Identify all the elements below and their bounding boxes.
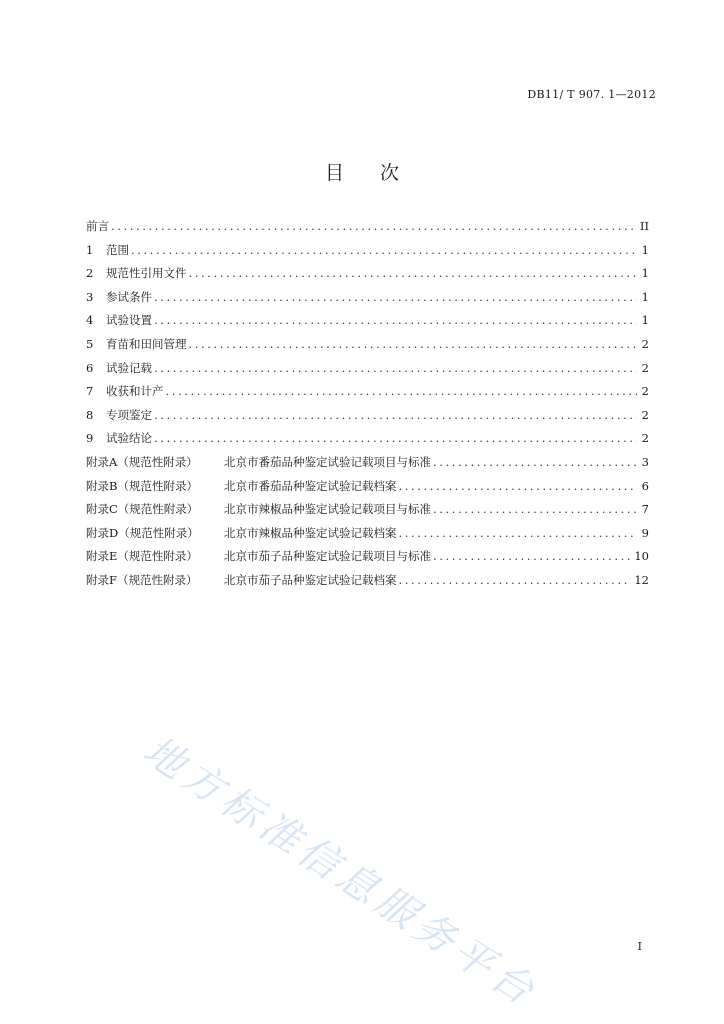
- standard-number: DB11/ T 907. 1—2012: [527, 88, 656, 101]
- toc-entry-number: 8: [86, 407, 94, 422]
- toc-entry[interactable]: [86, 478, 649, 502]
- toc-leader-dots: [399, 526, 638, 540]
- toc-entry[interactable]: [86, 572, 649, 596]
- toc-leader-dots: [154, 431, 637, 445]
- toc-leader-dots: [111, 219, 636, 233]
- toc-entry[interactable]: [86, 548, 649, 572]
- toc-entry-page: II: [639, 219, 649, 233]
- toc-leader-dots: [399, 573, 631, 587]
- toc-entry[interactable]: [86, 501, 649, 525]
- toc-entry[interactable]: [86, 218, 649, 242]
- toc-entry[interactable]: [86, 525, 649, 549]
- toc-entry-label: 北京市辣椒品种鉴定试验记载档案: [224, 525, 397, 540]
- toc-entry[interactable]: [86, 383, 649, 407]
- toc-entry-appendix-prefix: 附录B（规范性附录）: [86, 478, 198, 493]
- toc-entry-label: 北京市茄子品种鉴定试验记载项目与标准: [224, 549, 431, 564]
- toc-entry-page: 2: [641, 360, 649, 375]
- toc-entry-number: 1: [86, 242, 94, 257]
- toc-entry-page: 2: [641, 407, 649, 422]
- toc-entry-label: 试验记载: [106, 360, 152, 375]
- toc-entry-label: 规范性引用文件: [106, 266, 187, 281]
- page-title: [0, 158, 724, 185]
- toc-leader-dots: [154, 313, 637, 327]
- toc-entry-label: 试验设置: [106, 313, 152, 328]
- toc-entry-appendix-prefix: 附录F（规范性附录）: [86, 572, 198, 587]
- toc-entry-number: 4: [86, 313, 94, 328]
- toc-entry-label: 北京市辣椒品种鉴定试验记载项目与标准: [224, 502, 431, 517]
- toc-entry-page: 1: [641, 313, 649, 328]
- toc-entry-page: 10: [634, 549, 649, 564]
- toc-leader-dots: [399, 479, 638, 493]
- toc-entry-page: 12: [634, 572, 649, 587]
- page-title-right: 次: [380, 162, 400, 184]
- toc-entry-number: 9: [86, 431, 94, 446]
- toc-entry-label: 参试条件: [106, 289, 152, 304]
- toc-entry-appendix-prefix: 附录A（规范性附录）: [86, 454, 198, 469]
- watermark: 地方标准信息服务平台: [135, 727, 546, 1017]
- toc-entry-label: 育苗和田间管理: [106, 336, 187, 351]
- toc-leader-dots: [189, 266, 638, 280]
- toc-entry[interactable]: [86, 454, 649, 478]
- toc-leader-dots: [433, 549, 630, 563]
- toc-entry[interactable]: [86, 312, 649, 336]
- toc-leader-dots: [166, 384, 638, 398]
- toc-entry-appendix-prefix: 附录E（规范性附录）: [86, 549, 198, 564]
- toc-entry-number: 3: [86, 289, 94, 304]
- toc-entry-page: 2: [641, 384, 649, 399]
- toc-leader-dots: [433, 455, 637, 469]
- toc-entry-label: 收获和计产: [106, 384, 164, 399]
- toc-entry-label: 北京市番茄品种鉴定试验记载档案: [224, 478, 397, 493]
- toc-entry-appendix-prefix: 附录D（规范性附录）: [86, 525, 199, 540]
- toc-leader-dots: [433, 502, 637, 516]
- toc-entry-number: 6: [86, 360, 94, 375]
- toc-entry-label: 范围: [106, 242, 129, 257]
- toc-entry-number: 7: [86, 384, 94, 399]
- toc-entry-label: 北京市番茄品种鉴定试验记载项目与标准: [224, 454, 431, 469]
- toc-entry-page: 2: [641, 336, 649, 351]
- toc-entry[interactable]: [86, 242, 649, 266]
- toc-leader-dots: [131, 243, 637, 257]
- toc-entry-label: 北京市茄子品种鉴定试验记载档案: [224, 572, 397, 587]
- toc-entry-appendix-prefix: 附录C（规范性附录）: [86, 502, 199, 517]
- page-number: I: [637, 940, 642, 953]
- toc-entry-label: 专项鉴定: [106, 407, 152, 422]
- toc-leader-dots: [154, 408, 637, 422]
- toc-entry-page: 7: [641, 502, 649, 517]
- toc-entry-page: 2: [641, 431, 649, 446]
- page-title-left: 目: [324, 162, 344, 184]
- toc-leader-dots: [189, 337, 638, 351]
- toc-entry[interactable]: [86, 360, 649, 384]
- toc-entry-page: 1: [641, 289, 649, 304]
- toc-entry-number: 5: [86, 336, 94, 351]
- toc-entry-page: 6: [641, 478, 649, 493]
- toc-entry-page: 1: [641, 242, 649, 257]
- toc-entry-page: 9: [641, 525, 649, 540]
- toc-entry-page: 3: [641, 454, 649, 469]
- toc-entry-page: 1: [641, 266, 649, 281]
- toc-entry-label: 试验结论: [106, 431, 152, 446]
- toc-leader-dots: [154, 290, 637, 304]
- toc-entry[interactable]: [86, 289, 649, 313]
- toc-leader-dots: [154, 361, 637, 375]
- toc-entry[interactable]: [86, 265, 649, 289]
- toc-entry[interactable]: [86, 336, 649, 360]
- toc-entry[interactable]: [86, 407, 649, 431]
- table-of-contents: [86, 218, 649, 596]
- toc-entry[interactable]: [86, 430, 649, 454]
- toc-entry-number: 2: [86, 266, 94, 281]
- toc-entry-label: 前言: [86, 219, 109, 233]
